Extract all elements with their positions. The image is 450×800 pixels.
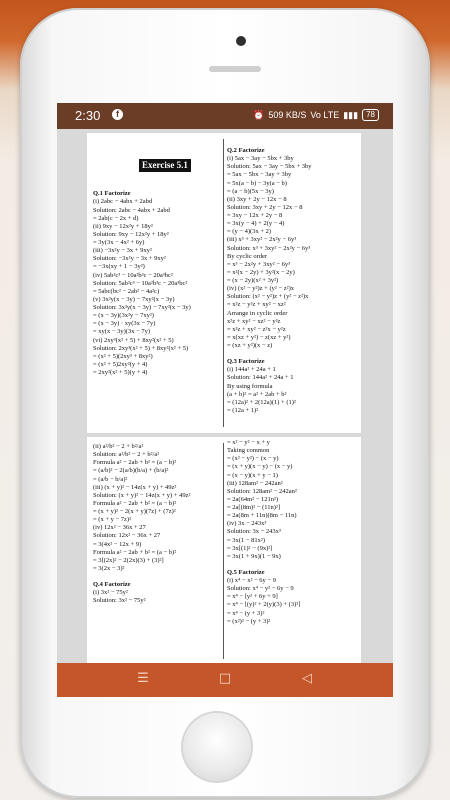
solution-line: = x³ − 2x²y + 3xy² − 6y³ xyxy=(227,260,291,268)
solution-line: = (a − b)(5x − 3y) xyxy=(227,187,274,195)
solution-line: (i) 2abc − 4abx + 2abd xyxy=(93,198,153,206)
solution-line: (i) 144a² + 24a + 1 xyxy=(227,366,276,374)
solution-line: = (12a + 1)² xyxy=(227,406,259,414)
solution-line: By cyclic order xyxy=(227,252,268,260)
solution-line: Solution: 3xy + 2y − 12x − 8 xyxy=(227,203,303,211)
solution-line: (vi) 2xy³(x² + 5) + 8xy²(x² + 5) xyxy=(93,336,174,344)
document-viewer[interactable] xyxy=(57,129,393,663)
solution-line: Solution: 9xy − 12x²y + 18y² xyxy=(93,230,169,238)
solution-line: Formula a² − 2ab + b² = (a − b)² xyxy=(93,459,177,467)
solution-line: = (x + y − 7z)² xyxy=(93,516,132,524)
solution-line: (iv) 3x − 243x³ xyxy=(227,520,267,528)
solution-line: Solution: x⁴ − y² − 6y − 9 xyxy=(227,585,294,593)
solution-line: Taking common xyxy=(227,447,270,455)
solution-line: Solution: (x² − y²)z + (y² − z²)x xyxy=(227,293,309,301)
solution-line: = 3(4x² − 12x + 9) xyxy=(93,540,142,548)
solution-line: = 3[(2x)² − 2(2x)(3) + (3)²] xyxy=(93,556,164,564)
data-speed: 509 KB/S xyxy=(268,110,307,120)
battery-level: 78 xyxy=(362,109,379,121)
solution-line: Formula a² − 2ab + b² = (a − b)² xyxy=(93,499,177,507)
solution-line: Solution: 3x − 243x³ xyxy=(227,528,281,536)
solution-line: = (a/b − b/a)² xyxy=(93,475,128,483)
solution-line: = (x + y)² − 2(x + y)(7z) + (7z)² xyxy=(93,508,176,515)
solution-line: Solution: 144a² + 24a + 1 xyxy=(227,374,294,382)
home-button[interactable] xyxy=(183,713,251,781)
solution-line: = 2ab(c − 2x + d) xyxy=(93,214,139,222)
front-camera xyxy=(236,36,246,46)
solution-line: (ii) 3xy + 2y − 12x − 8 xyxy=(227,195,287,203)
question-heading: Q.1 Factorize xyxy=(93,190,131,198)
solution-line: = (x² + 5)2xy²(y + 4) xyxy=(93,360,148,368)
solution-line: = 3x(1 + 9x)(1 − 9x) xyxy=(227,552,281,560)
home-nav-icon[interactable]: □ xyxy=(218,671,232,686)
solution-line: Solution: −3x²y − 3x + 9xy² xyxy=(93,255,166,263)
solution-line: = x⁴ − [y² + 6y + 9] xyxy=(227,593,278,601)
solution-line: = 3xy − 12x + 2y − 8 xyxy=(227,212,283,219)
solution-line: (iii) 128am² − 242an² xyxy=(227,479,283,487)
solution-line: By using formula xyxy=(227,382,273,390)
solution-line: = 5abc(bc² − 2ab² − 4a²c) xyxy=(93,287,160,295)
solution-line: = x²z + xy² − z²x − y²z xyxy=(227,325,286,333)
solution-line: (i) x⁴ − x² − 6y − 9 xyxy=(227,577,276,584)
signal-icon: ▮▮▮ xyxy=(343,109,359,120)
solution-line: x²z + xy² − xz² − y²z xyxy=(227,317,281,325)
solution-line: = (xz + y²)(x − z) xyxy=(227,342,273,349)
solution-line: (iii) (x + y)² − 14z(x + y) + 49z² xyxy=(93,483,177,491)
solution-line: = 2a[(8m)² − (11n)²] xyxy=(227,504,281,511)
solution-line: Solution: x³ + 3xy² − 2x²y − 6y³ xyxy=(227,244,311,252)
page2-right-column xyxy=(227,437,353,626)
solution-line: = (x − 2y)(x² + 3y²) xyxy=(227,277,279,284)
solution-line: = 3y(3x − 4x² + 6y) xyxy=(93,239,145,246)
network-label: Vo LTE xyxy=(310,110,340,120)
earpiece-speaker xyxy=(209,66,261,72)
question-heading: Q.3 Factorize xyxy=(227,358,265,366)
status-indicators xyxy=(253,109,379,121)
solution-line: = (y − 4)(3x + 2) xyxy=(227,228,272,236)
solution-line: (iii) −3x²y − 3x + 9xy² xyxy=(93,247,152,255)
solution-line: (iv) 12x² − 36x + 27 xyxy=(93,524,146,532)
page1-left-column xyxy=(93,133,219,377)
solution-line: = (x − 3y) · xy(3x − 7y) xyxy=(93,320,156,328)
solution-line: Solution: a²/b² − 2 + b²/a² xyxy=(93,451,160,459)
solution-line: = 2a(8m + 11n)(8m − 11n) xyxy=(227,512,297,520)
navigation-bar xyxy=(57,663,393,697)
solution-line: Solution: 5ax − 3ay − 5bx + 3by xyxy=(227,163,312,171)
solution-line: = (x − 3y)(3x²y − 7xy²) xyxy=(93,312,154,320)
solution-line: Solution: 3x²y(x − 3y) − 7xy²(x − 3y) xyxy=(93,304,191,311)
phone-screen xyxy=(57,103,393,697)
back-icon[interactable]: ◁ xyxy=(302,671,312,686)
solution-line: Solution: (x + y)² − 14z(x + y) + 49z² xyxy=(93,491,191,499)
solution-line: = (12a)² + 2(12a)(1) + (1)² xyxy=(227,398,296,406)
column-divider xyxy=(223,139,224,427)
document-page-1 xyxy=(87,133,361,433)
question-heading: Q.2 Factorize xyxy=(227,147,265,154)
solution-line: Solution: 128am² − 242an² xyxy=(227,487,297,495)
solution-line: (i) 3x² − 75y² xyxy=(93,589,128,597)
solution-line: = x⁴ − [(y)² + 2(y)(3) + (3)²] xyxy=(227,601,301,609)
solution-line: (iv) 5ab²c³ − 10a²b³c − 20a³bc² xyxy=(93,271,173,279)
solution-line: (ii) a²/b² − 2 + b²/a² xyxy=(93,443,144,450)
solution-line: (iii) x³ + 3xy² − 2x²y − 6y³ xyxy=(227,236,297,244)
document-page-2 xyxy=(87,437,361,665)
solution-line: = xy(x − 3y)(3x − 7y) xyxy=(93,328,151,336)
column-divider xyxy=(223,443,224,659)
solution-line: = x²(x − 2y) + 3y²(x − 2y) xyxy=(227,268,295,276)
solution-line: = x⁴ − (y + 3)² xyxy=(227,609,265,617)
solution-line: = 3x(1 − 81x²) xyxy=(227,536,265,544)
alarm-icon: ⏰ xyxy=(253,109,265,120)
question-heading: Q.4 Factorize xyxy=(93,581,131,588)
question-heading: Q.5 Factorize xyxy=(227,568,265,576)
solution-line: = 3x[(1)² − (9x)²] xyxy=(227,544,273,552)
solution-line: = (x² − y²) − (x − y) xyxy=(227,455,279,463)
solution-line: (v) 3x²y(x − 3y) − 7xy²(x − 3y) xyxy=(93,295,175,303)
solution-line: (i) 5ax − 3ay − 5bx + 3by xyxy=(227,155,294,163)
solution-line: = −3x(xy + 1 − 3y²) xyxy=(93,263,145,271)
solution-line: = (x − y)(x + y − 1) xyxy=(227,471,278,479)
solution-line: Solution: 2abc − 4abx + 2abd xyxy=(93,206,170,214)
solution-line: = 2xy²(x² + 5)(y + 4) xyxy=(93,369,148,376)
solution-line: Solution: 5ab²c³ − 10a²b³c − 20a³bc² xyxy=(93,279,188,287)
solution-line: = x(xz + y²) − z(xz + y²) xyxy=(227,333,291,341)
page2-left-column xyxy=(93,437,219,605)
solution-line: (ii) 9xy − 12x²y + 18y² xyxy=(93,222,153,230)
solution-line: = 3x(y − 4) + 2(y − 4) xyxy=(227,220,285,228)
facebook-notification-icon: f xyxy=(112,109,123,120)
solution-line: Solution: 3x² − 75y² xyxy=(93,597,146,605)
solution-line: = 5ax − 5bx − 3ay + 3by xyxy=(227,171,292,179)
solution-line: Formula a² − 2ab + b² = (a − b)² xyxy=(93,548,177,556)
exercise-title: Exercise 5.1 xyxy=(139,159,191,172)
solution-line: Solution: 2xy³(x² + 5) + 8xy²(x² + 5) xyxy=(93,344,189,352)
solution-line: = x² − y² − x + y xyxy=(227,439,270,446)
status-bar xyxy=(57,103,393,129)
solution-line: = (x² + 5)(2xy³ + 8xy²) xyxy=(93,352,153,360)
solution-line: = (a/b)² − 2(a/b)(b/a) + (b/a)² xyxy=(93,467,169,475)
solution-line: = (x²)² − (y + 3)² xyxy=(227,617,271,625)
solution-line: Arrange in cyclic order xyxy=(227,309,288,317)
status-time: 2:30 xyxy=(75,108,101,123)
solution-line: = x²z − y²z + xy² − xz² xyxy=(227,301,286,309)
solution-line: = 2a(64m² − 121n²) xyxy=(227,495,279,503)
solution-line: (a + b)² = a² + 2ab + b² xyxy=(227,390,287,398)
solution-line: Solution: 12x² − 36x + 27 xyxy=(93,532,161,540)
solution-line: = 3(2x − 3)² xyxy=(93,564,125,572)
solution-line: (iv) (x² − y²)z + (y² − z²)x xyxy=(227,285,294,293)
solution-line: = 5x(a − b) − 3y(a − b) xyxy=(227,179,287,187)
solution-line: = (x + y)(x − y) − (x − y) xyxy=(227,463,293,471)
menu-icon[interactable]: ☰ xyxy=(137,671,149,686)
page1-right-column xyxy=(227,133,353,415)
